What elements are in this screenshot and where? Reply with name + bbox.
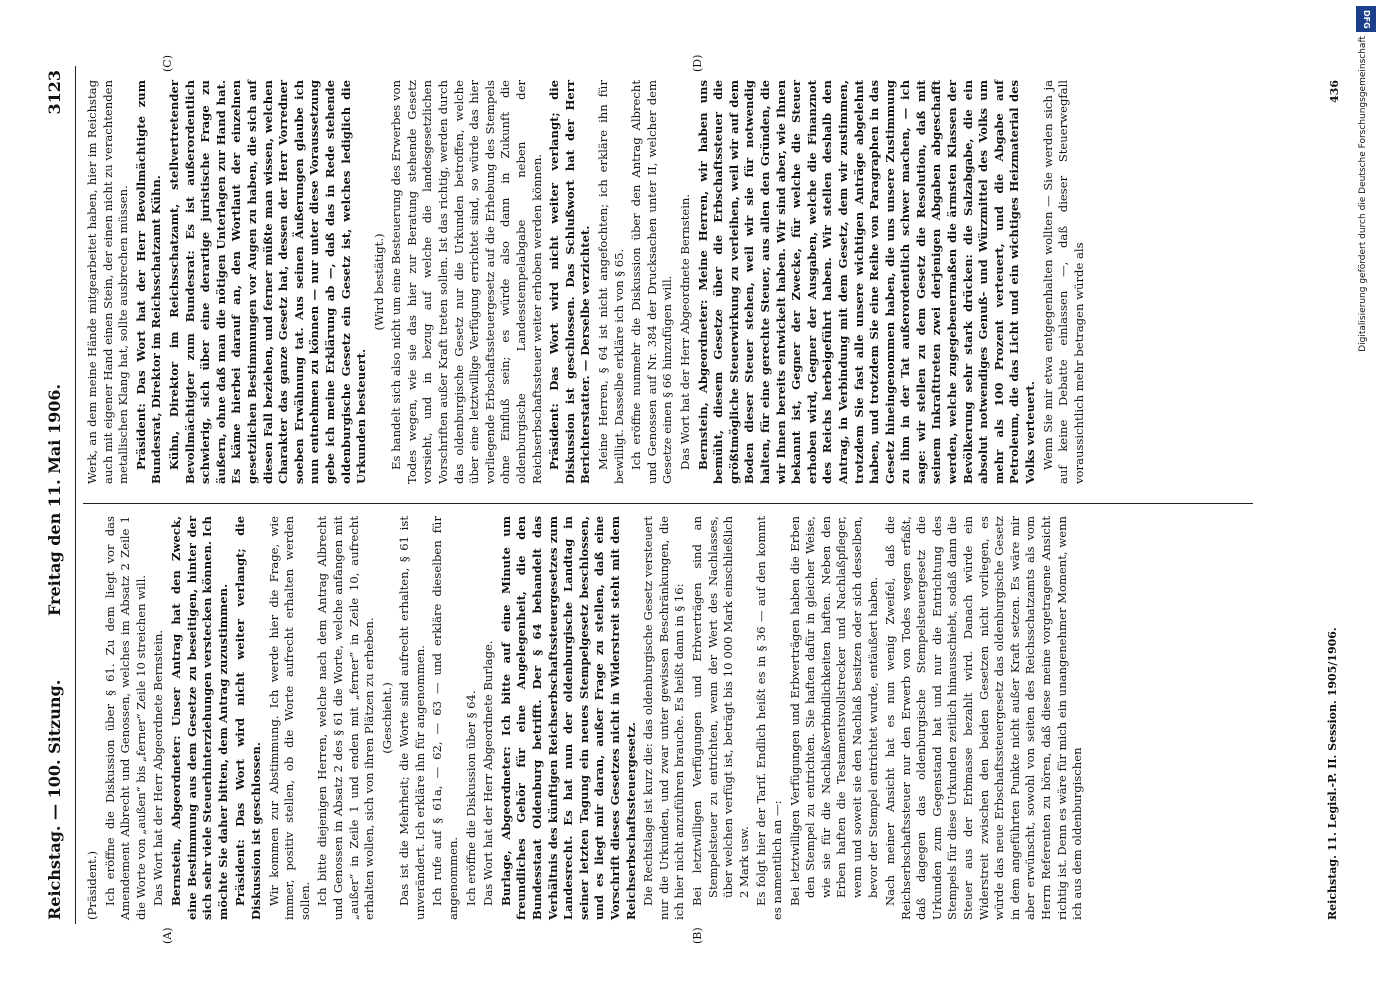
digitization-note: Digitalisierung gefördert durch die Deutsche Forschungsgemeinschaft	[1358, 36, 1368, 352]
dfg-logo: DFG	[1356, 6, 1376, 32]
paragraph: Ich bitte diejenigen Herren, welche nach dem Antrag Albrecht und Genossen in Absatz 2 des § 61 die Worte, welche anfangen mit „außer“ in Zeile 1 und enden mit „ferner“ in Zeile 10, aufrecht erhalten wollen, sich von ihren Plätzen zu erheben.	[315, 516, 377, 920]
paragraph: Ich rufe auf § 61a, — 62, — 63 — und erkläre dieselben für angenommen.	[430, 516, 461, 920]
footer-signature: 436	[1328, 80, 1341, 103]
quoted-paragraph: Bei letztwilligen Verfügungen und Erbverträgen sind an Stempelsteuer zu entrichten, wenn der Wert des Nachlasses, über welchen verfügt ist, beträgt bis 10 000 Mark einschließlich 2 Mark usw.	[689, 516, 751, 906]
paragraph: Das Wort hat der Herr Abgeordnete Bernstein.	[151, 629, 166, 906]
left-column	[85, 516, 1088, 920]
paragraph: Es handelt sich also nicht um eine Besteuerung des Erwerbes von Todes wegen, wie sie das hier zur Beratung stehende Gesetz vorsieht, und in bezug auf welche die landesgesetzlichen Vorschriften außer Kraft treten sollen. Ist das richtig, werden durch das oldenburgische Gesetz nur die Urkunden betroffen, welche über eine letztwillige Verfügung errichtet sind, so würde das hier vorliegende Erbschaftssteuergesetz auf die Erhebung des Stempels ohne Einfluß sein; es würde also dann in Zukunft die oldenburgische Landesstempelabgabe neben der Reichserbschaftssteuer weiter erhoben werden können.	[389, 80, 544, 484]
margin-mark-b: (B)	[691, 927, 704, 944]
speech-paragraph: Bernstein, Abgeordneter: Unser Antrag hat den Zweck, eine Bestimmung aus dem Gesetze zu beseitigen, hinter der sich sehr viele Steuerhinterziehungen verstecken können. Ich möchte Sie daher bitten, dem Antrag zuzustimmen.	[168, 516, 230, 920]
paragraph: Wenn Sie mir etwa entgegenhalten wollten — Sie werden sich ja auf keine Debatte einlassen —, daß dieser Steuerwegfall voraussichtlich mehr betragen würde als	[1040, 80, 1086, 484]
right-column	[85, 80, 1089, 484]
paragraph: Ich eröffne die Diskussion über § 64.	[463, 690, 478, 906]
paragraph: Das ist die Mehrheit; die Worte sind aufrecht erhalten, § 61 ist unverändert. Ich erkläre ihn für angenommen.	[397, 516, 427, 920]
column-divider	[83, 503, 1253, 504]
speech-paragraph: Präsident: Das Wort hat der Herr Bevollmächtigte zum Bundesrat, Direktor im Reichsschatzamt Kühn.	[133, 80, 164, 484]
page-number: 3123	[45, 70, 64, 115]
quoted-paragraph: Bei letztwilligen Verfügungen und Erbverträgen haben die Erben den Stempel zu entrichten. Sie haften dafür in gleicher Weise, wie sie für die Nachlaßverbindlichkeiten haften. Neben den Erben haften die Testamentsvollstrecker und Nachlaßpfleger, wenn und soweit sie den Nachlaß besitzen oder sich desselben, bevor der Stempel entrichtet wurde, entäußert haben.	[787, 516, 880, 906]
paragraph: Nach meiner Ansicht hat es nun wenig Zweifel, daß die Reichserbschaftssteuer nur den Erwerb von Todes wegen erfaßt, daß dagegen das oldenburgische Stempelsteuergesetz die Urkunden zum Gegenstand hat und nur die Entrichtung des Stempels für diese Urkunden zeitlich hinausschiebt, sodaß dann die Steuer aus der Erbmasse bezahlt wird. Danach würde ein Widerstreit zwischen den beiden Gesetzen nicht vorliegen, es würde das neue Erbschaftssteuergesetz das oldenburgische Gesetz in dem angeführten Punkte nicht außer Kraft setzen. Es wäre mir aber erwünscht, sowohl von seiten des Reichsschatzamts als vom Herrn Referenten zu hören, daß diese meine vorgetragene Ansicht richtig ist. Denn es wäre für mich ein unangenehmer Moment, wenn ich aus dem oldenburgischen	[883, 515, 1085, 920]
paragraph: Meine Herren, § 64 ist nicht angefochten; ich erkläre ihn für bewilligt. Dasselbe erkläre ich von § 65.	[596, 80, 626, 484]
footer-left: Reichstag. 11. Legisl.-P. II. Session. 1905/1906.	[1326, 627, 1339, 920]
paragraph: (Präsident.)	[85, 850, 99, 920]
header-date: Freitag den 11. Mai 1906.	[45, 383, 64, 617]
paragraph: Die Rechtslage ist kurz die: das oldenburgische Gesetz versteuert nur die Urkunden, und zwar unter gewissen Beschränkungen, die ich hier nicht anzuführen brauche. Es heißt dann in § 16:	[641, 516, 687, 920]
paragraph: Ich eröffne nunmehr die Diskussion über den Antrag Albrecht und Genossen auf Nr. 384 der Drucksachen unter II, welcher dem Gesetze einen § 66 hinzufügen will.	[629, 80, 675, 484]
paragraph: Werk, an dem meine Hände mitgearbeitet haben, hier im Reichstag auch mit eigener Hand einen Stein, der einen nicht zu verachtenden metallischen Klang hat, sollte ausbrechen müssen.	[85, 80, 131, 484]
speech-paragraph: Bernstein, Abgeordneter: Meine Herren, wir haben uns bemüht, diesem Gesetze über die Erbschaftssteuer die größtmögliche Steuerwirkung zu verleihen, weil wir auf dem Boden dieser Steuer stehen, weil wir sie für notwendig halten, für eine gerechte Steuer, aus allen den Gründen, die wir Ihnen bereits entwickelt haben. Wir sind aber, wie Ihnen bekannt ist, Gegner der Zwecke, für welche die Steuer erhoben wird, Gegner der Ausgaben, welche die Finanznot des Reichs herbeigeführt haben. Wir stellen deshalb den Antrag, in Verbindung mit dem Gesetz, dem wir zustimmen, trotzdem Sie fast alle unsere wichtigen Anträge abgelehnt haben, und trotzdem Sie eine Reihe von Paragraphen in das Gesetz hineingenommen haben, die uns unsere Zustimmung zu ihm in der Tat außerordentlich schwer machen, — ich sage: wir stellen zu dem Gesetz die Resolution, daß mit seinem Inkrafttreten zwei derjenigen Abgaben abgeschafft werden, welche zugegebenermaßen die ärmsten Klassen der Bevölkerung sehr stark drücken: die Salzabgabe, die ein absolut notwendiges Genuß- und Würzmittel des Volks um mehr als 100 Prozent verteuert, und die Abgabe auf Petroleum, die das Licht und ein wichtiges Heizmaterial des Volks verteuert.	[695, 80, 1038, 484]
margin-mark-a: (A)	[161, 927, 174, 944]
remark: (Wird bestätigt.)	[371, 233, 386, 331]
paragraph: Das Wort hat der Herr Abgeordnete Burlage.	[481, 640, 496, 906]
margin-mark-c: (C)	[161, 55, 174, 72]
digitization-strip	[1354, 0, 1380, 1000]
rotated-page	[31, 40, 1351, 960]
remark: (Geschieht.)	[379, 682, 394, 754]
paragraph: Wir kommen zur Abstimmung. Ich werde hier die Frage, wie immer, positiv stellen, ob die Worte aufrecht erhalten werden sollen.	[266, 516, 312, 920]
page-body	[31, 40, 1351, 960]
paragraph: Das Wort hat der Herr Abgeordnete Bernstein.	[677, 193, 692, 470]
speech-paragraph: Burlage, Abgeordneter: Ich bitte auf eine Minute um freundliches Gehör für eine Angelegenheit, die den Bundesstaat Oldenburg betrifft. Der § 64 behandelt das Verhältnis des künftigen Reichserbschaftssteuergesetzes zum Landesrecht. Es hat nun der oldenburgische Landtag in seiner letzten Tagung ein neues Stempelgesetz beschlossen, und es liegt mir daran, außer Frage zu stellen, daß eine Vorschrift dieses Gesetzes nicht in Widerstreit steht mit dem Reichserbschaftssteuergesetz.	[498, 516, 638, 920]
header-rule	[75, 66, 76, 924]
speech-paragraph: Präsident: Das Wort wird nicht weiter verlangt; die Diskussion ist geschlossen. Das Schlußwort hat der Herr Berichterstatter. — Derselbe verzichtet.	[547, 80, 593, 484]
speech-paragraph: Präsident: Das Wort wird nicht weiter verlangt; die Diskussion ist geschlossen.	[233, 516, 263, 920]
paragraph: Ich eröffne die Diskussion über § 61. Zu dem liegt vor das Amendement Albrecht und Genossen, welches im Absatz 2 Zeile 1 die Worte von „außen“ bis „ferner“ Zeile 10 streichen will.	[102, 516, 148, 920]
running-header	[45, 40, 71, 960]
speech-paragraph: Kühn, Direktor im Reichsschatzamt, stellvertretender Bevollmächtigter zum Bundesrat: Es ist außerordentlich schwierig, sich über eine derartige juristische Frage zu äußern, ohne daß man die nötigen Unterlagen zur Hand hat. Es käme hierbei darauf an, den Wortlaut der einzelnen gesetzlichen Bestimmungen vor Augen zu haben, die sich auf diesen Fall beziehen, und ferner müßte man wissen, welchen Charakter das ganze Gesetz hat, dessen der Herr Vorredner soeben Erwähnung tat. Aus seinen Äußerungen glaube ich nun entnehmen zu können — nur unter diese Voraussetzung gebe ich meine Erklärung ab —, daß das in Rede stehende oldenburgische Gesetz ein Gesetz ist, welches lediglich die Urkunden besteuert.	[166, 80, 369, 484]
header-left: Reichstag. — 100. Sitzung.	[45, 679, 64, 920]
margin-mark-d: (D)	[691, 54, 704, 72]
paragraph: Es folgt hier der Tarif. Endlich heißt es in § 36 — auf den kommt es namentlich an —:	[754, 516, 784, 920]
